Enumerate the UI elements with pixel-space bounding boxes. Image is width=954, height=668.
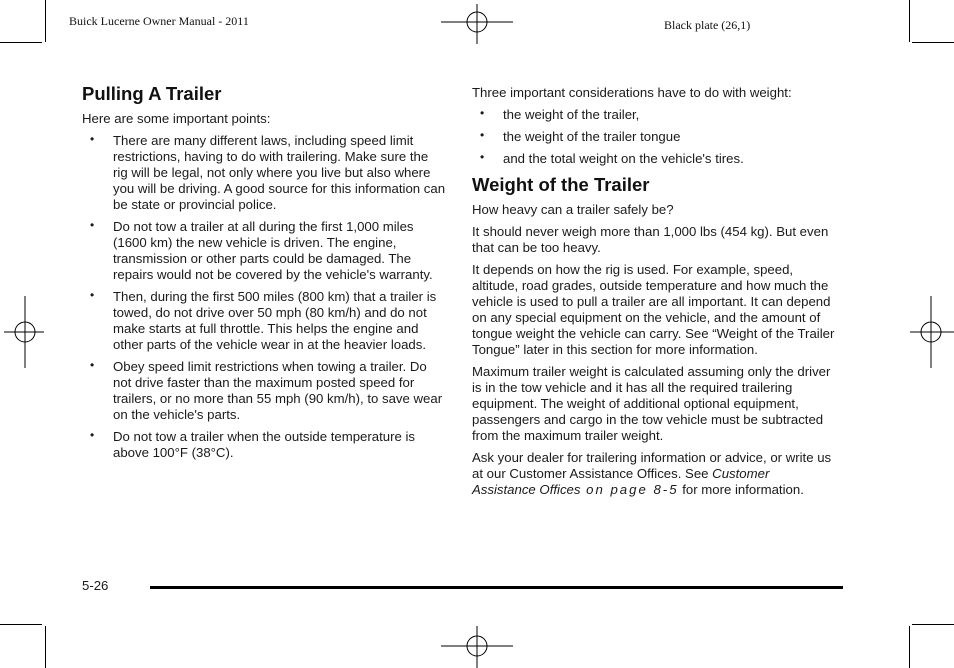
registration-mark-right xyxy=(910,296,954,368)
cross-reference-page[interactable]: on page 8-5 xyxy=(580,482,679,497)
list-item: • Do not tow a trailer when the outside temperature is above 100°F (38°C). xyxy=(82,429,446,461)
section-heading-pulling-a-trailer: Pulling A Trailer xyxy=(82,83,222,104)
list-item: • Then, during the first 500 miles (800 km) that a trailer is towed, do not drive over 50 mph (80 km/h) and do not make starts at full throttle. This helps the engine and other parts of the vehicle wear in at the heavier loads. xyxy=(82,289,446,353)
paragraph-text: Ask your dealer for trailering information or advice, or write us at our Customer Assistance Offices. See xyxy=(472,450,832,481)
registration-mark-top xyxy=(441,4,513,44)
paragraph: How heavy can a trailer safely be? xyxy=(472,202,674,217)
crop-mark xyxy=(909,626,910,668)
paragraph: Maximum trailer weight is calculated assuming only the driver is in the tow vehicle and it has all the required trailering equipment. The weight of additional optional equipment, passengers and cargo in the tow vehicle must be subtracted from the maximum trailer weight. xyxy=(472,364,831,443)
important-points-list xyxy=(82,133,446,461)
right-column-body xyxy=(472,202,836,504)
left-column xyxy=(82,111,446,467)
weight-considerations-list xyxy=(472,107,836,167)
list-item: • and the total weight on the vehicle's tires. xyxy=(472,151,836,167)
paragraph: It depends on how the rig is used. For example, speed, altitude, road grades, outside temperature and how much the vehicle is used to pull a trailer are all important. It can depend on any special equipment on the vehicle, and the amount of tongue weight the vehicle can carry. See “Weight of the Trailer Tongue” later in this section for more information. xyxy=(472,262,835,357)
crop-mark xyxy=(0,624,42,625)
footer-rule xyxy=(150,586,843,589)
crop-mark xyxy=(912,624,954,625)
right-column-top xyxy=(472,85,836,173)
left-intro: Here are some important points: xyxy=(82,111,271,126)
header-manual-title: Buick Lucerne Owner Manual - 2011 xyxy=(69,14,249,28)
header-plate-label: Black plate (26,1) xyxy=(664,18,751,32)
crop-mark xyxy=(0,42,42,43)
page-number: 5-26 xyxy=(82,578,109,593)
cross-reference-link[interactable]: Customer Assistance Offices xyxy=(472,466,770,497)
crop-mark xyxy=(45,626,46,668)
list-item: • the weight of the trailer tongue xyxy=(472,129,836,145)
list-item: • Do not tow a trailer at all during the first 1,000 miles (1600 km) the new vehicle is driven. The engine, transmission or other parts could be damaged. The repairs would not be covered by the vehicle's warranty. xyxy=(82,219,446,283)
crop-mark xyxy=(909,0,910,42)
paragraph-dealer-advice xyxy=(472,450,836,498)
list-item: • Obey speed limit restrictions when towing a trailer. Do not drive faster than the maximum posted speed for trailers, or no more than 55 mph (90 km/h), to save wear on the vehicle's parts. xyxy=(82,359,446,423)
registration-mark-bottom xyxy=(441,626,513,668)
section-heading-weight-of-the-trailer: Weight of the Trailer xyxy=(472,174,650,195)
list-item: • There are many different laws, including speed limit restrictions, having to do with trailering. Make sure the rig will be legal, not only where you live but also where you will be driving. A good source for this information can be state or provincial police. xyxy=(82,133,446,213)
paragraph: It should never weigh more than 1,000 lbs (454 kg). But even that can be too heavy. xyxy=(472,224,829,255)
right-intro: Three important considerations have to do with weight: xyxy=(472,85,792,100)
list-item: • the weight of the trailer, xyxy=(472,107,836,123)
registration-mark-left xyxy=(4,296,44,368)
paragraph-text: for more information. xyxy=(678,482,804,497)
crop-mark xyxy=(45,0,46,42)
crop-mark xyxy=(912,42,954,43)
